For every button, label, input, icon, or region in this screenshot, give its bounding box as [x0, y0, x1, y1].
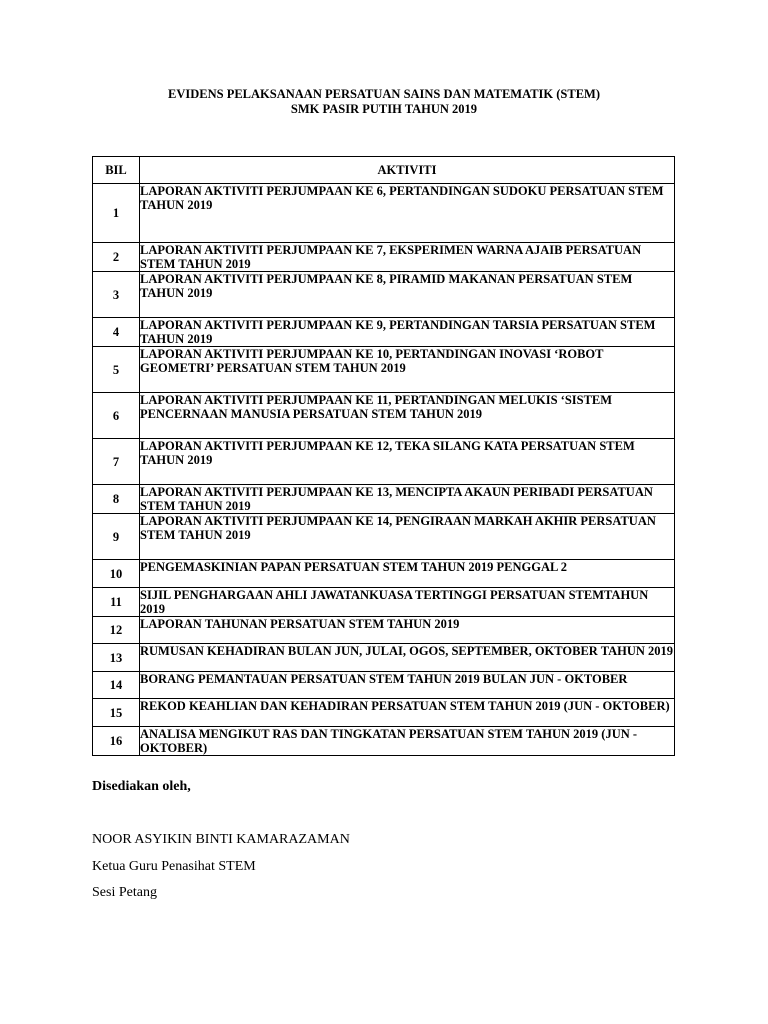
row-number: 14 [93, 672, 140, 699]
signatory-name: NOOR ASYIKIN BINTI KAMARAZAMAN [92, 832, 350, 847]
table-row [93, 347, 675, 393]
table-row [93, 672, 675, 699]
row-number: 4 [93, 318, 140, 347]
row-activity: LAPORAN TAHUNAN PERSATUAN STEM TAHUN 2019 [140, 617, 675, 644]
header-aktiviti: AKTIVITI [140, 157, 675, 184]
row-activity: PENGEMASKINIAN PAPAN PERSATUAN STEM TAHUN 2019 PENGGAL 2 [140, 560, 675, 588]
table-row [93, 560, 675, 588]
row-activity: LAPORAN AKTIVITI PERJUMPAAN KE 14, PENGIRAAN MARKAH AKHIR PERSATUAN STEM TAHUN 2019 [140, 514, 675, 560]
document-subtitle: SMK PASIR PUTIH TAHUN 2019 [290, 102, 478, 116]
row-number: 13 [93, 644, 140, 672]
table-header-row [93, 157, 675, 184]
table-row [93, 184, 675, 243]
row-activity: LAPORAN AKTIVITI PERJUMPAAN KE 10, PERTANDINGAN INOVASI ‘ROBOT GEOMETRI’ PERSATUAN STEM TAHUN 2019 [140, 347, 675, 393]
row-activity: LAPORAN AKTIVITI PERJUMPAAN KE 6, PERTANDINGAN SUDOKU PERSATUAN STEM TAHUN 2019 [140, 184, 675, 243]
table-row [93, 727, 675, 756]
row-number: 6 [93, 393, 140, 439]
table-row [93, 439, 675, 485]
activity-table [92, 156, 675, 756]
row-number: 10 [93, 560, 140, 588]
row-activity: ANALISA MENGIKUT RAS DAN TINGKATAN PERSATUAN STEM TAHUN 2019 (JUN - OKTOBER) [140, 727, 675, 756]
row-activity: LAPORAN AKTIVITI PERJUMPAAN KE 7, EKSPERIMEN WARNA AJAIB PERSATUAN STEM TAHUN 2019 [140, 243, 675, 272]
row-activity: LAPORAN AKTIVITI PERJUMPAAN KE 9, PERTANDINGAN TARSIA PERSATUAN STEM TAHUN 2019 [140, 318, 675, 347]
row-number: 5 [93, 347, 140, 393]
row-activity: LAPORAN AKTIVITI PERJUMPAAN KE 8, PIRAMID MAKANAN PERSATUAN STEM TAHUN 2019 [140, 272, 675, 318]
table-row [93, 699, 675, 727]
row-number: 3 [93, 272, 140, 318]
row-activity: LAPORAN AKTIVITI PERJUMPAAN KE 12, TEKA SILANG KATA PERSATUAN STEM TAHUN 2019 [140, 439, 675, 485]
row-activity: SIJIL PENGHARGAAN AHLI JAWATANKUASA TERTINGGI PERSATUAN STEMTAHUN 2019 [140, 588, 675, 617]
signatory-session: Sesi Petang [92, 885, 157, 900]
row-activity: REKOD KEAHLIAN DAN KEHADIRAN PERSATUAN STEM TAHUN 2019 (JUN - OKTOBER) [140, 699, 675, 727]
row-activity: LAPORAN AKTIVITI PERJUMPAAN KE 11, PERTANDINGAN MELUKIS ‘SISTEM PENCERNAAN MANUSIA PERSATUAN STEM TAHUN 2019 [140, 393, 675, 439]
document-title: EVIDENS PELAKSANAAN PERSATUAN SAINS DAN MATEMATIK (STEM) [168, 87, 600, 101]
table-row [93, 588, 675, 617]
row-number: 15 [93, 699, 140, 727]
prepared-by-label: Disediakan oleh, [92, 779, 191, 794]
table-row [93, 485, 675, 514]
row-number: 2 [93, 243, 140, 272]
table-row [93, 617, 675, 644]
table-row [93, 514, 675, 560]
row-number: 9 [93, 514, 140, 560]
row-number: 16 [93, 727, 140, 756]
table-row [93, 644, 675, 672]
row-number: 11 [93, 588, 140, 617]
row-activity: RUMUSAN KEHADIRAN BULAN JUN, JULAI, OGOS, SEPTEMBER, OKTOBER TAHUN 2019 [140, 644, 675, 672]
table-row [93, 272, 675, 318]
row-number: 8 [93, 485, 140, 514]
row-activity: LAPORAN AKTIVITI PERJUMPAAN KE 13, MENCIPTA AKAUN PERIBADI PERSATUAN STEM TAHUN 2019 [140, 485, 675, 514]
row-number: 7 [93, 439, 140, 485]
row-activity: BORANG PEMANTAUAN PERSATUAN STEM TAHUN 2019 BULAN JUN - OKTOBER [140, 672, 675, 699]
table-row [93, 393, 675, 439]
table-row [93, 318, 675, 347]
header-bil: BIL [93, 157, 140, 184]
row-number: 12 [93, 617, 140, 644]
table-row [93, 243, 675, 272]
signatory-position: Ketua Guru Penasihat STEM [92, 859, 256, 874]
row-number: 1 [93, 184, 140, 243]
